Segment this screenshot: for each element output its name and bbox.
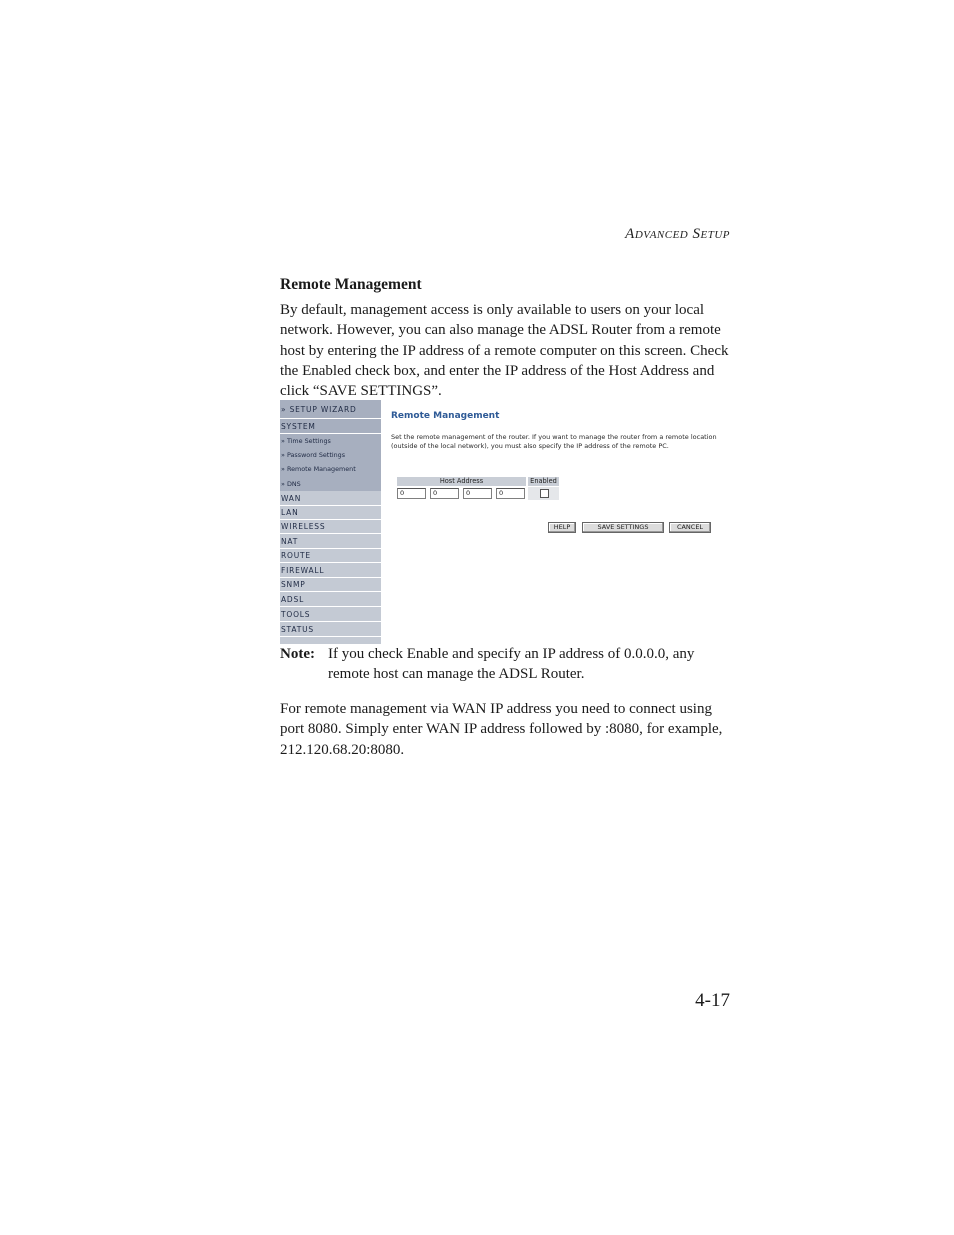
sidebar-item-tools[interactable]: TOOLS — [280, 607, 381, 622]
running-head — [625, 226, 730, 243]
sidebar-nav — [280, 400, 381, 644]
sidebar-item-remote-management[interactable]: » Remote Management — [280, 462, 381, 476]
ip-octet-4-input[interactable]: 0 — [496, 488, 525, 499]
section-title: Remote Management — [280, 276, 422, 293]
running-head-word-2: ETUP — [700, 229, 730, 241]
ip-octet-3-input[interactable]: 0 — [463, 488, 492, 499]
running-head-cap-a: A — [625, 226, 635, 242]
sidebar-item-time-settings[interactable]: » Time Settings — [280, 434, 381, 448]
sidebar-item-setup-wizard[interactable]: » SETUP WIZARD — [280, 400, 381, 419]
sidebar-item-adsl[interactable]: ADSL — [280, 592, 381, 607]
page-number: 4-17 — [695, 990, 730, 1011]
host-table — [397, 477, 559, 502]
sidebar-filler — [280, 637, 381, 644]
enabled-checkbox[interactable] — [540, 489, 549, 498]
note-label: Note: — [280, 646, 315, 662]
panel-description: Set the remote management of the router. If you want to manage the router from a remote location (outside of the local network), you must also specify the IP address of the remote PC. — [391, 433, 717, 450]
enabled-cell — [528, 487, 559, 500]
running-head-word-1: DVANCED — [634, 229, 689, 241]
sidebar-item-route[interactable]: ROUTE — [280, 549, 381, 563]
sidebar-item-nat[interactable]: NAT — [280, 534, 381, 549]
content-panel — [381, 400, 720, 644]
wan-paragraph: For remote management via WAN IP address you need to connect using port 8080. Simply enter WAN IP address followed by :8080, for example, 212.120.68.20:8080. — [280, 701, 723, 758]
cancel-button[interactable]: CANCEL — [669, 522, 711, 533]
sidebar-item-password-settings[interactable]: » Password Settings — [280, 448, 381, 462]
panel-title: Remote Management — [391, 411, 500, 421]
note-text: If you check Enable and specify an IP address of 0.0.0.0, any remote host can manage the ADSL Router. — [328, 646, 695, 683]
sidebar-item-lan[interactable]: LAN — [280, 506, 381, 520]
router-screenshot — [280, 400, 720, 644]
help-button[interactable]: HELP — [548, 522, 576, 533]
sidebar-item-firewall[interactable]: FIREWALL — [280, 563, 381, 578]
ip-octet-1-input[interactable]: 0 — [397, 488, 426, 499]
enabled-header: Enabled — [528, 477, 559, 486]
sidebar-item-wireless[interactable]: WIRELESS — [280, 520, 381, 534]
sidebar-item-status[interactable]: STATUS — [280, 622, 381, 637]
sidebar-item-snmp[interactable]: SNMP — [280, 578, 381, 592]
host-address-header: Host Address — [397, 477, 526, 486]
ip-octet-2-input[interactable]: 0 — [430, 488, 459, 499]
sidebar-item-wan[interactable]: WAN — [280, 491, 381, 506]
intro-paragraph: By default, management access is only available to users on your local network. However, you can also manage the ADSL Router from a remote host by entering the IP address of a remote computer on this screen. Check the Enabled check box, and enter the IP address of the Host Address and click “SAVE SETTINGS”. — [280, 302, 729, 400]
running-head-cap-s: S — [692, 226, 701, 242]
sidebar-item-system[interactable]: SYSTEM — [280, 419, 381, 434]
save-settings-button[interactable]: SAVE SETTINGS — [582, 522, 664, 533]
sidebar-item-dns[interactable]: » DNS — [280, 476, 381, 491]
